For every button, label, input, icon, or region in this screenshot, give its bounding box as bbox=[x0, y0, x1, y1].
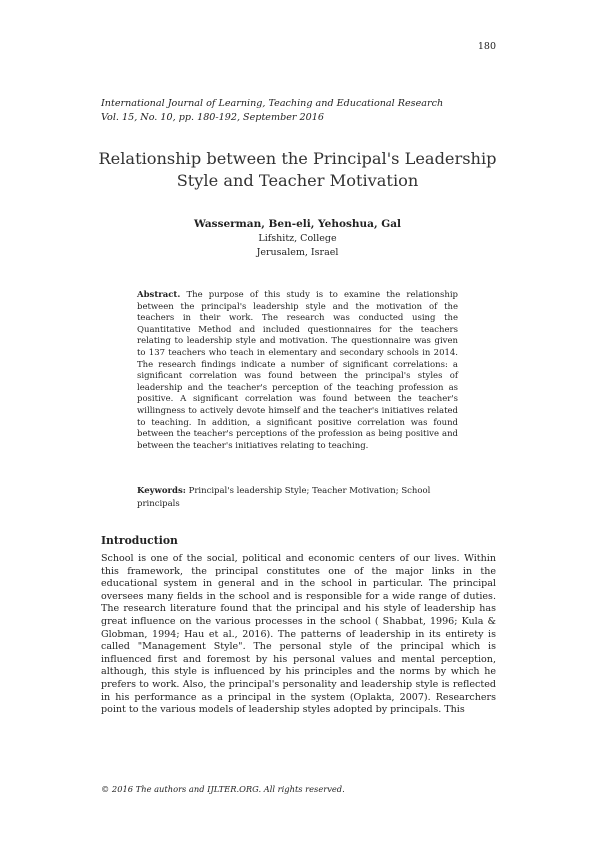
introduction-paragraph: School is one of the social, political and economic centers of our lives. Within this framework, the principal constitutes one of the major links in the educational system in general and in the school in particular. The principal oversees many fields in the school and is responsible for a wide range of duties. The research literature found that the principal and his style of leadership has great influence on the various processes in the school ( Shabbat, 1996; Kula & Globman, 1994; Hau et al., 2016). The patterns of leadership in its entirety is called "Management Style". The personal style of the principal which is influenced first and foremost by his personal values and mental perception, although, this style is influenced by his principles and the norms by which he prefers to work. Also, the principal's personality and leadership style is reflected in his performance as a principal in the system (Oplakta, 2007). Researchers point to the various models of leadership styles adopted by principals. This bbox=[101, 553, 496, 716]
page-number: 180 bbox=[477, 41, 496, 52]
title-line-1: Relationship between the Principal's Leadership bbox=[98, 149, 497, 168]
abstract-label: Abstract. bbox=[137, 290, 181, 300]
journal-name: International Journal of Learning, Teaching and Educational Research bbox=[101, 98, 444, 109]
affiliation-location: Jerusalem, Israel bbox=[256, 247, 339, 258]
copyright-footer: © 2016 The authors and IJLTER.ORG. All rights reserved. bbox=[101, 784, 345, 794]
abstract bbox=[137, 290, 458, 452]
title-line-2: Style and Teacher Motivation bbox=[176, 171, 419, 190]
authors: Wasserman, Ben-eli, Yehoshua, Gal bbox=[193, 218, 402, 230]
keywords bbox=[137, 485, 458, 510]
journal-volume: Vol. 15, No. 10, pp. 180-192, September 2016 bbox=[101, 111, 324, 123]
keywords-label: Keywords: bbox=[137, 486, 186, 496]
affiliation-college: Lifshitz, College bbox=[258, 233, 337, 244]
keywords-text: Principal's leadership Style; Teacher Motivation; School principals bbox=[137, 486, 431, 509]
paper-title bbox=[80, 148, 515, 192]
journal-header bbox=[101, 97, 521, 124]
section-heading-introduction: Introduction bbox=[101, 534, 178, 547]
abstract-text: The purpose of this study is to examine the relationship between the principal's leadership style and the motivation of the teachers in their work. The research was conducted using the Quantitative Method and included questionnaires for the teachers relating to leadership style and motivation. The questionnaire was given to 137 teachers who teach in elementary and secondary schools in 2014. The research findings indicate a number of significant correlations: a significant correlation was found between the principal's styles of leadership and the teacher's perception of the teaching profession as positive. A significant correlation was found between the teacher's willingness to actively devote himself and the teacher's initiatives related to teaching. In addition, a significant positive correlation was found between the teacher's perceptions of the profession as being positive and between the teacher's initiatives relating to teaching. bbox=[137, 290, 458, 451]
